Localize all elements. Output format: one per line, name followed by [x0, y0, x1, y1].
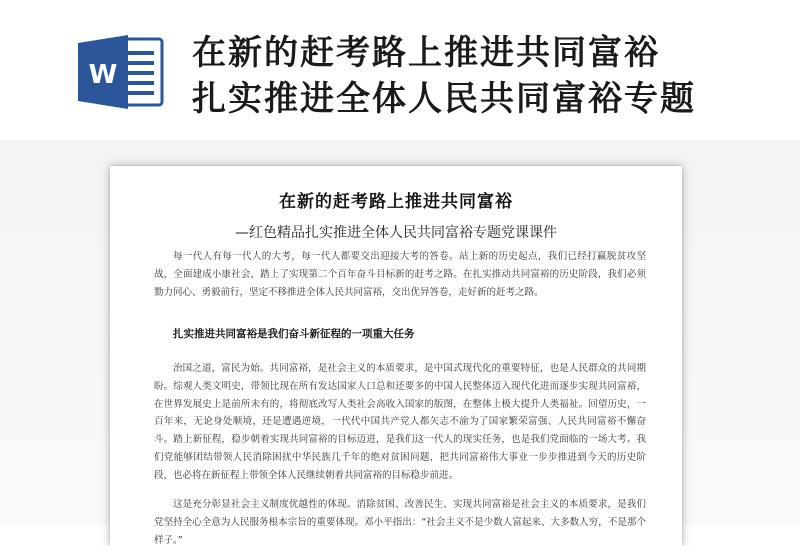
document-subtitle: —红色精品扎实推进全体人民共同富裕专题党课课件 — [235, 225, 557, 241]
paragraph-body-2: 这是充分彰显社会主义制度优越性的体现。消除贫困、改善民生、实现共同富裕是社会主义的本质要求，是我们党坚持全心全意为人民服务根本宗旨的重要体现。邓小平指出：“社会主义不是少数人富起来、大多数人穷，不是那个样子。” — [154, 499, 646, 546]
section-heading: 扎实推进共同富裕是我们奋斗新征程的一项重大任务 — [173, 328, 415, 340]
paragraph-intro: 每一代人有每一代人的大考，每一代人都要交出迎接大考的答卷。站上新的历史起点，我们已经打赢脱贫攻坚战，全面建成小康社会，踏上了实现第二个百年奋斗目标新的赶考之路。在扎实推动共同富裕的历史阶段，我们必须勠力同心、勇毅前行，坚定不移推进全体人民共同富裕，交出优异答卷，走好新的赶考之路。 — [154, 251, 646, 298]
document-page — [110, 166, 682, 546]
word-icon-letter: W — [88, 60, 118, 90]
banner-title — [192, 30, 772, 122]
banner-title-line1: 在新的赶考路上推进共同富裕 — [192, 33, 660, 73]
paragraph-body-1: 治国之道，富民为始。共同富裕，是社会主义的本质要求，是中国式现代化的重要特征，也是人民群众的共同期盼。综观人类文明史，带领比现在所有发达国家人口总和还要多的中国人民整体迈入现代化进而逐步实现共同富裕，在世界发展史上是前所未有的，将彻底改写人类社会高收入国家的版图，在整体上极大提升人类福祉。回望历史，一百年来，无论身处顺境，还是遭遇逆境，一代代中国共产党人都矢志不渝为了国家繁荣富强、人民共同富裕不懈奋斗。踏上新征程，稳步朝着实现共同富裕的目标迈进，是我们这一代人的现实任务，也是我们党面临的一场大考。我们党能够团结带领人民消除困扰中华民族几千年的绝对贫困问题，把共同富裕伟大事业一步步推进到今天的历史阶段，也必将在新征程上带领全体人民继续朝着共同富裕的目标稳步前进。 — [154, 363, 646, 481]
header-banner — [0, 0, 800, 140]
word-icon — [76, 33, 166, 111]
document-title: 在新的赶考路上推进共同富裕 — [279, 192, 513, 212]
banner-title-line2: 扎实推进全体人民共同富裕专题 — [192, 79, 696, 119]
